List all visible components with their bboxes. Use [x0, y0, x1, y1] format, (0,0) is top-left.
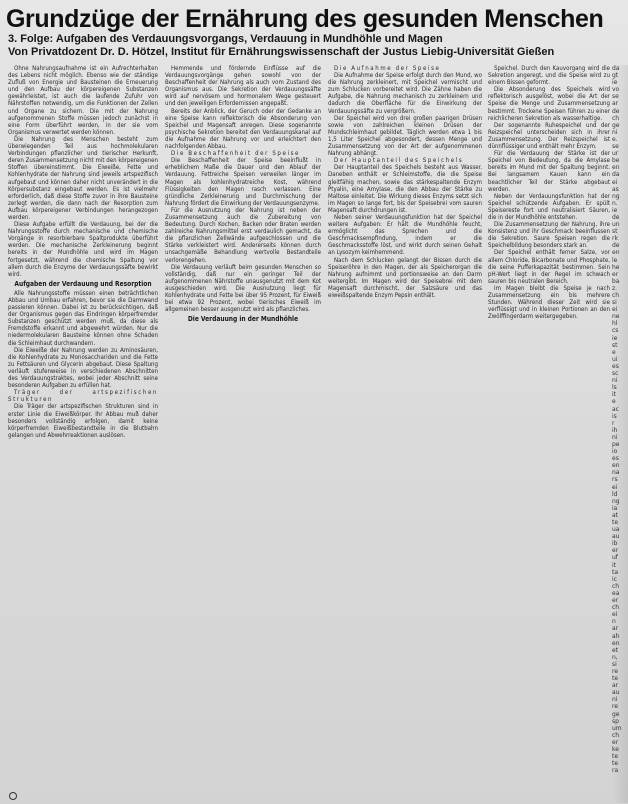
paragraph: Alle Nahrungsstoffe müssen einen beträchtlichen Abbau und Umbau erfahren, bevor sie die Darmwand passieren können. Dabei ist zu berücksichtigen, daß der Organismus gegen das Eindringen körperfremder Substanzen geschützt werden muß, da diese als Fremdstoffe erkannt und abgewehrt würden. Nur die niedermolekularen Bausteine können ohne Schaden die Schleimhaut durchwandern.: [8, 289, 158, 347]
edge-fragment: na: [612, 469, 620, 477]
section-heading-digestion: Aufgaben der Verdauung und Resorption: [14, 279, 152, 288]
paragraph: [328, 65, 482, 72]
edge-fragment: ld: [612, 490, 618, 498]
edge-fragment: ih: [612, 426, 618, 434]
paragraph: [8, 389, 158, 403]
edge-fragment: en: [612, 249, 620, 257]
adjacent-page-edge-text: [612, 65, 628, 803]
text-column-2: [165, 65, 321, 803]
edge-fragment: et: [612, 646, 619, 654]
edge-fragment: ch: [612, 292, 620, 299]
edge-fragment: de: [612, 213, 620, 221]
edge-fragment: um: [612, 724, 622, 732]
edge-fragment: e: [612, 348, 616, 356]
edge-fragment: r: [612, 419, 615, 427]
edge-fragment: be: [612, 157, 620, 165]
edge-fragment: ah: [612, 632, 620, 640]
edge-fragment: is: [612, 412, 617, 420]
paragraph: [328, 157, 482, 164]
edge-fragment: ei: [612, 306, 618, 314]
paragraph: Die Beschaffenheit der Speise beeinflußt in erheblichem Maße die Dauer und den Ablauf der Verdauung. Fettreiche Speisen verweilen länger im Magen als kohlenhydratreiche Kost, während Flüssigkeiten den Magen rasch verlassen. Eine gründliche Zerkleinerung und Durchmischung der Nahrung fördert die Einwirkung der Verdauungsenzyme.: [165, 157, 321, 207]
edge-fragment: ar: [612, 625, 619, 633]
paragraph: Hemmende und fördernde Einflüsse auf die Verdauungsvorgänge gehen sowohl von der Beschaffenheit der Nahrung als auch vom Zustand des Organismus aus. Die Sekretion der Verdauungssäfte wird auf nervösem und hormonalem Wege gesteuert und den jeweiligen Erfordernissen angepaßt.: [165, 65, 321, 108]
edge-fragment: ta: [612, 568, 619, 576]
edge-fragment: e: [612, 398, 616, 406]
edge-fragment: er: [612, 270, 619, 278]
edge-fragment: ia: [612, 504, 618, 512]
paragraph: Die Träger der artspezifischen Strukturen sind in erster Linie die Eiweißkörper. Ihr Abbau muß daher besonders vollständig erfolgen, damit keine körperfremden Eiweißbestandteile in die Blutbahn gelangen und Abwehrreaktionen auslösen.: [8, 403, 158, 439]
edge-fragment: te: [612, 519, 619, 526]
paragraph: [165, 150, 321, 157]
paragraph: Bereits der Anblick, der Geruch oder der Gedanke an eine Speise kann reflektorisch die Absonderung von Speichel und Magensaft anregen. Diese sogenannte psychische Sekretion bereitet den Verdauungskanal auf die Aufnahme der Nahrung vor und erleichtert den nachfolgenden Abbau.: [165, 107, 321, 151]
paragraph: Nach dem Schlucken gelangt der Bissen durch die Speiseröhre in den Magen, der als Speicherorgan die Nahrung aufnimmt und portionsweise an den Darm weitergibt. Im Magen wird der Speisebrei mit dem Magensaft durchmischt, der Salzsäure und das eiweißspaltende Enzym Pepsin enthält.: [328, 256, 482, 299]
edge-fragment: at: [612, 511, 619, 519]
edge-fragment: ch: [612, 731, 620, 739]
section-heading-mouth: Die Verdauung in der Mundhöhle: [187, 315, 299, 324]
edge-fragment: rk: [612, 235, 618, 243]
edge-fragment: de: [612, 242, 620, 250]
edge-fragment: ei: [612, 483, 618, 491]
spaced-emphasis: Träger der artspezifischen Strukturen: [8, 389, 158, 404]
paragraph: Neben seiner Verdauungsfunktion hat der Speichel weitere Aufgaben: Er hält die Mundhöhle feucht, ermöglicht das Sprechen und die Geschmacksempfindung, indem er die Geschmacksstoffe löst, und wirkt durch seinen Gehalt an Lysozym keimhemmend.: [328, 213, 482, 257]
edge-fragment: ke: [612, 746, 619, 753]
paragraph: Der sogenannte Ruhespeichel und der Reizspeichel unterscheiden sich in ihrer Zusammensetzung. Der Reizspeichel ist dünnflüssiger und enthält mehr Enzym.: [488, 121, 610, 151]
paragraph: Ohne Nahrungsaufnahme ist ein Aufrechterhalten des Lebens nicht möglich. Ebenso wie der ständige Zufluß von Energie und Bausteinen die Erneuerung und den Aufbau der körpereigenen Substanzen gewährleistet, ist auch die laufende Zufuhr von Nährstoffen notwendig, um die Funktionen der Zellen und Organe zu sichern. Die mit der Nahrung aufgenommenen Stoffe müssen jedoch zunächst in eine Form überführt werden, in der sie vom Organismus verwertet werden können.: [8, 65, 158, 136]
edge-fragment: re: [612, 667, 619, 675]
edge-fragment: ea: [612, 589, 620, 597]
edge-fragment: st: [612, 341, 618, 349]
edge-fragment: sp: [612, 717, 619, 725]
article-subtitle: 3. Folge: Aufgaben des Verdauungsvorgangs, Verdauung in Mundhöhle und Magen: [8, 33, 443, 45]
edge-fragment: es: [612, 455, 619, 463]
circle-mark-icon: [9, 792, 17, 800]
edge-fragment: en: [612, 462, 620, 470]
edge-fragment: au: [612, 689, 620, 697]
edge-fragment: ne: [612, 313, 620, 321]
edge-fragment: te: [612, 760, 619, 768]
edge-fragment: ni: [612, 433, 618, 441]
edge-fragment: n,: [612, 653, 618, 661]
edge-fragment: ei: [612, 611, 618, 619]
edge-fragment: ei: [612, 178, 618, 186]
edge-fragment: cs: [612, 327, 619, 335]
paragraph: Die Verdauung verläuft beim gesunden Menschen so vollständig, daß nur ein geringer Teil der aufgenommenen Nährstoffe unausgenutzt mit dem Kot ausgeschieden wird. Die Ausnutzung liegt für Kohlenhydrate und Fette bei über 95 Prozent, für Eiweiß bei etwa 92 Prozent, wobei tierisches Eiweiß im allgemeinen besser ausgenutzt wird als pflanzliches.: [165, 263, 321, 314]
edge-fragment: ua: [612, 526, 620, 534]
paragraph: Der Speichel wird von drei großen paarigen Drüsen sowie von zahlreichen kleinen Drüsen der Mundschleimhaut gebildet. Täglich werden etwa 1 bis 1,5 Liter Speichel abgesondert, dessen Menge und Zusammensetzung von der Art der aufgenommenen Nahrung abhängt.: [328, 114, 482, 158]
edge-fragment: n: [612, 618, 616, 626]
paragraph: Die Absonderung des Speichels wird reflektorisch ausgelöst, wobei die Art der Speise die Menge und Zusammensetzung bestimmt. Trockene Speisen führen zu einer reichlicheren Sekretion als wasserhaltige.: [488, 86, 610, 122]
edge-fragment: er: [612, 738, 619, 746]
edge-fragment: te: [612, 753, 619, 761]
spaced-emphasis: Der Hauptanteil des Speichels: [334, 157, 464, 165]
edge-fragment: uf: [612, 554, 618, 562]
edge-fragment: st: [612, 228, 618, 236]
edge-fragment: e.: [612, 135, 618, 143]
paragraph: Für die Ausnutzung der Nahrung ist neben der Zusammensetzung auch die Zubereitung von Bedeutung. Durch Kochen, Backen oder Braten werden zahlreiche Nahrungsmittel erst verdaulich gemacht, da die pflanzlichen Zellwände aufgeschlossen und die Stärke verkleistert wird. Andererseits können durch unsachgemäße Behandlung wertvolle Bestandteile verlorengehen.: [165, 206, 321, 264]
edge-fragment: ui: [612, 355, 618, 363]
spaced-emphasis: Die Beschaffenheit der Speise: [171, 150, 301, 158]
edge-fragment: it: [612, 561, 617, 569]
paragraph: Im Magen bleibt die Speise je nach Zusammensetzung ein bis mehrere Stunden. Während dieser Zeit wird sie verflüssigt und in kleinen Portionen an den Zwölffingerdarm weitergegeben.: [488, 284, 610, 321]
paragraph: Der Speichel enthält ferner Salze, vor allem Chloride, Bicarbonate und Phosphate, die seine Pufferkapazität bestimmen. Sein pH-Wert liegt in der Regel im schwach sauren bis neutralen Bereich.: [488, 249, 610, 285]
paragraph: Die Aufnahme der Speise erfolgt durch den Mund, wo die Nahrung zerkleinert, mit Speichel vermischt und zum Schlucken vorbereitet wird. Die Zähne haben die Aufgabe, die Nahrung mechanisch zu zerkleinern und dadurch die Oberfläche für die Einwirkung der Verdauungssäfte zu vergrößern.: [328, 72, 482, 115]
edge-fragment: ni: [612, 696, 618, 704]
edge-fragment: ar: [612, 682, 619, 690]
edge-fragment: ls: [612, 384, 617, 392]
paragraph: Der Hauptanteil des Speichels besteht aus Wasser. Daneben enthält er Schleimstoffe, die die Speise gleitfähig machen, sowie das stärkespaltende Enzym Ptyalin, eine Amylase, die den Abbau der Stärke zu Maltose einleitet. Die Wirkung dieses Enzyms setzt sich im Magen so lange fort, bis der Speisebrei vom sauren Magensaft durchdrungen ist.: [328, 164, 482, 214]
edge-fragment: ie: [612, 206, 618, 214]
edge-fragment: da: [612, 171, 620, 179]
edge-fragment: as: [612, 185, 619, 193]
edge-fragment: si: [612, 660, 617, 668]
edge-fragment: rs: [612, 476, 618, 484]
edge-fragment: io: [612, 448, 618, 456]
article-title: Grundzüge der Ernährung des gesunden Menschen: [6, 5, 604, 33]
edge-fragment: ni: [612, 377, 618, 385]
paragraph: Neben der Verdauungsfunktion hat der Speichel schützende Aufgaben. Er spült Speisereste fort und neutralisiert Säuren, die in der Mundhöhle entstehen.: [488, 192, 610, 221]
edge-fragment: er: [612, 597, 619, 605]
edge-fragment: se: [612, 143, 619, 151]
edge-fragment: ar: [612, 100, 619, 108]
edge-fragment: te: [612, 675, 619, 683]
edge-fragment: au: [612, 533, 620, 541]
edge-fragment: le: [612, 256, 618, 264]
edge-fragment: vo: [612, 86, 620, 94]
edge-fragment: ni: [612, 128, 618, 136]
edge-fragment: ba: [612, 277, 620, 285]
edge-fragment: de: [612, 107, 620, 115]
edge-fragment: es: [612, 362, 619, 370]
paragraph: Für die Verdauung der Stärke ist der Speichel von Bedeutung, da die Amylase bereits im Mund mit der Spaltung beginnt. Bei langsamem Kauen kann ein beachtlicher Teil der Stärke abgebaut werden.: [488, 150, 610, 193]
paragraph: Die Nahrung des Menschen besteht zum überwiegenden Teil aus hochmolekularen Verbindungen pflanzlicher und tierischer Herkunft, deren Zusammensetzung nicht mit den körpereigenen Stoffen übereinstimmt. Die Eiweiße, Fette und Kohlenhydrate der Nahrung sind jeweils artspezifisch aufgebaut und können daher nicht unverändert in die Körpersubstanz eingebaut werden. Es ist vielmehr erforderlich, daß diese Stoffe zuvor in ihre Bausteine zerlegt werden, die dann nach der Resorption zum Aufbau körpereigener Verbindungen herangezogen werden.: [8, 135, 158, 221]
spaced-emphasis: Die Aufnahme der Speise: [334, 65, 441, 72]
edge-fragment: ng: [612, 497, 620, 505]
edge-fragment: z.: [612, 284, 618, 292]
edge-fragment: sc: [612, 370, 619, 378]
edge-fragment: pe: [612, 440, 620, 448]
edge-fragment: ng: [612, 192, 620, 200]
edge-fragment: ib: [612, 540, 618, 548]
edge-fragment: he: [612, 263, 620, 271]
edge-fragment: ge: [612, 121, 620, 129]
paragraph: Diese Aufgabe erfüllt die Verdauung, bei der die Nahrungsstoffe durch mechanische und chemische Vorgänge in resorbierbare Spaltprodukte überführt werden. Die mechanische Zerkleinerung beginnt bereits in der Mundhöhle und wird im Magen fortgesetzt, während die chemische Spaltung vor allem durch die Enzyme der Verdauungssäfte bewirkt wird.: [8, 221, 158, 278]
edge-fragment: ch: [612, 114, 620, 122]
edge-fragment: ac: [612, 405, 619, 413]
edge-fragment: si: [612, 299, 617, 307]
edge-fragment: ie: [612, 334, 618, 342]
edge-fragment: ie: [612, 79, 618, 87]
edge-fragment: ge: [612, 710, 620, 718]
edge-fragment: gt: [612, 72, 619, 80]
edge-fragment: hl: [612, 320, 618, 328]
edge-fragment: se: [612, 93, 619, 101]
paragraph: Die Eiweiße der Nahrung werden zu Aminosäuren, die Kohlenhydrate zu Monosacchariden und die Fette zu Fettsäuren und Glycerin abgebaut. Diese Spaltung verläuft stufenweise in verschiedenen Abschnitten des Verdauungstraktes, wobei jeder Abschnitt seine besonderen Aufgaben zu erfüllen hat.: [8, 346, 158, 390]
paragraph: Speichel. Durch den Kauvorgang wird die Sekretion angeregt, und die Speise wird zu einem Bissen geformt.: [488, 65, 610, 87]
edge-fragment: da: [612, 65, 620, 72]
edge-fragment: ch: [612, 604, 620, 612]
edge-fragment: ch: [612, 582, 620, 590]
edge-fragment: n.: [612, 199, 618, 207]
edge-fragment: ic: [612, 575, 617, 583]
edge-fragment: ur: [612, 150, 619, 158]
text-column-4: [488, 65, 610, 803]
edge-fragment: en: [612, 639, 620, 647]
edge-fragment: ra: [612, 767, 619, 775]
paragraph: Die Zusammensetzung der Nahrung, ihre Konsistenz und ihr Geschmack beeinflussen die Sekretion. Saure Speisen regen die Speichelbildung besonders stark an.: [488, 221, 610, 250]
edge-fragment: er: [612, 547, 619, 555]
edge-fragment: re: [612, 703, 619, 711]
text-column-3: [328, 65, 482, 803]
edge-fragment: it: [612, 391, 617, 399]
text-column-1: [8, 65, 158, 803]
article-byline: Von Privatdozent Dr. D. Hötzel, Institut für Ernährungswissenschaft der Justus Liebig-Universität Gießen: [8, 46, 555, 58]
edge-fragment: en: [612, 164, 620, 172]
edge-fragment: un: [612, 221, 620, 229]
